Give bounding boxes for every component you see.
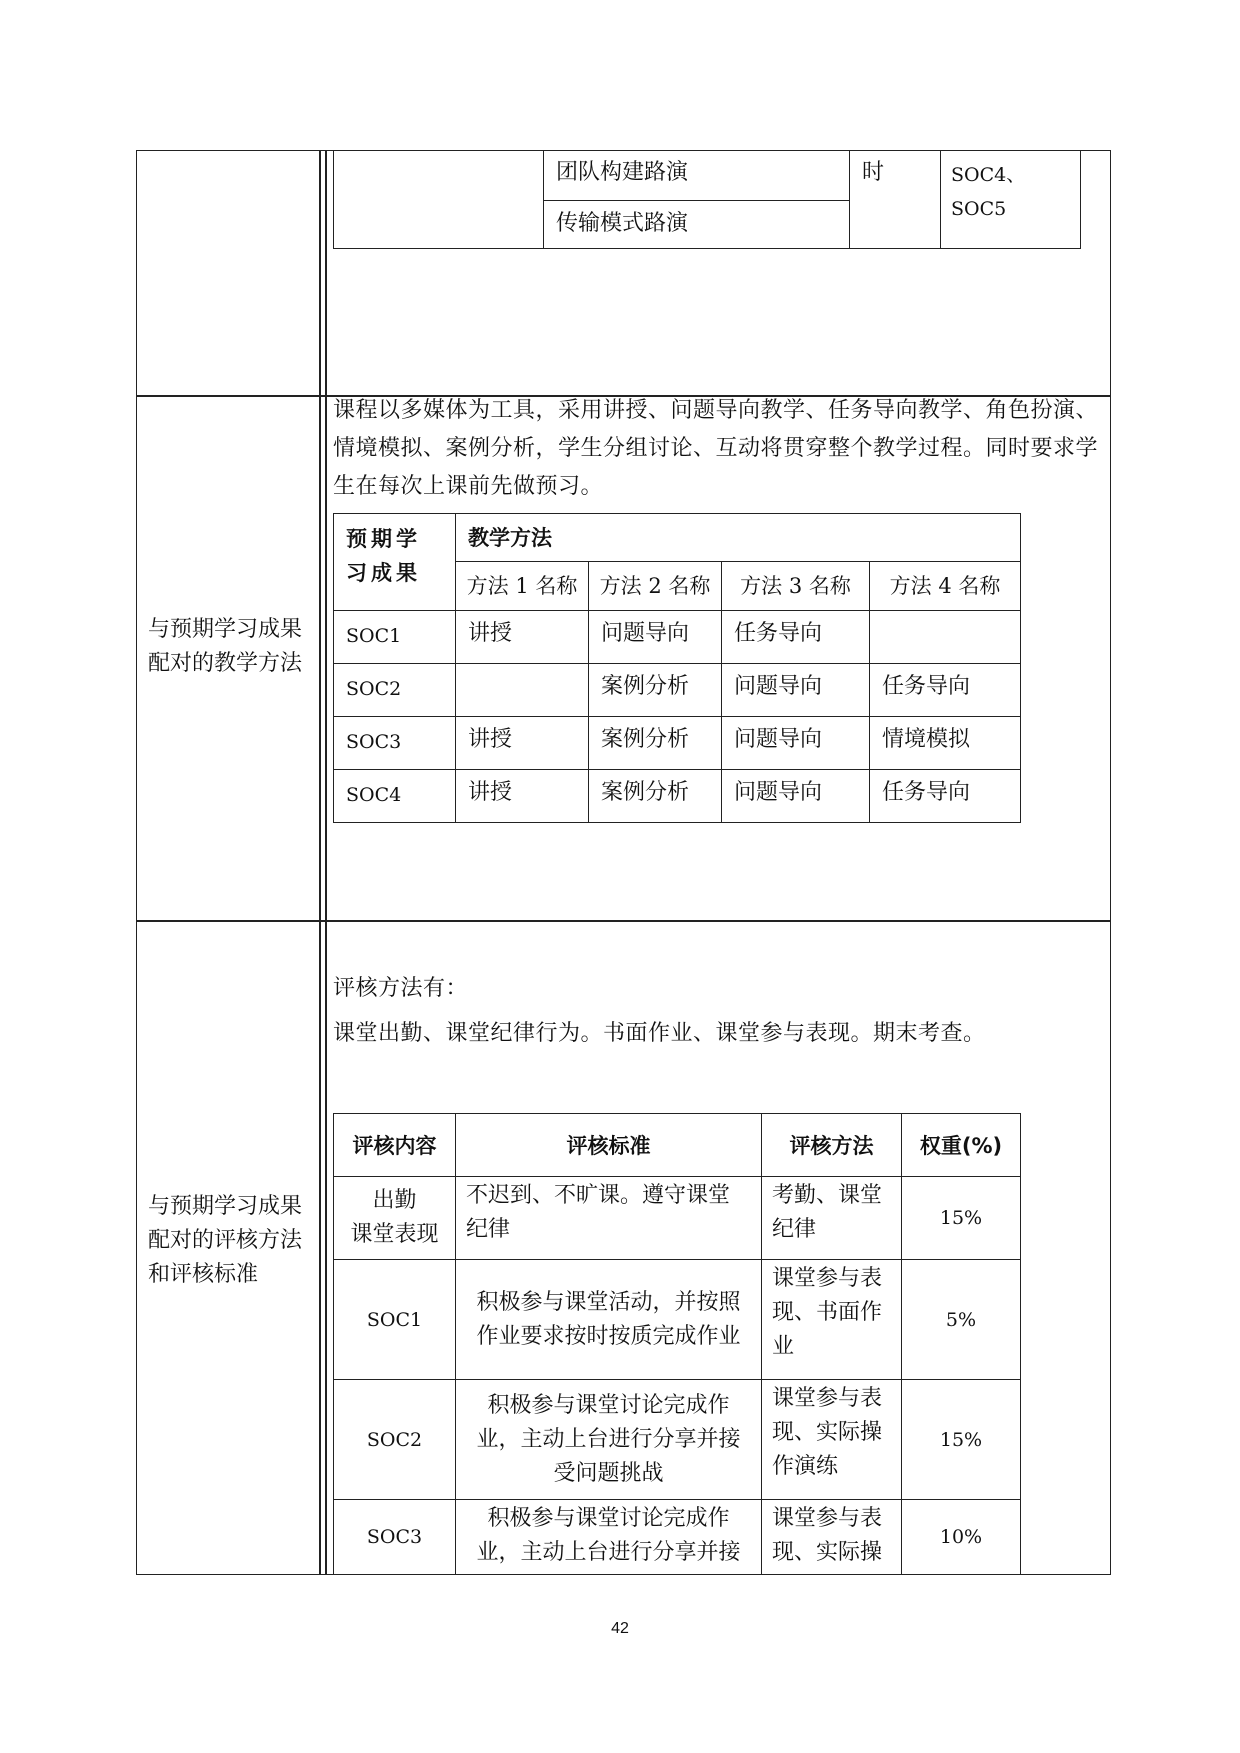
cell-text: 积极参与课堂讨论完成作业，主动上台进行分享并接 <box>476 1506 741 1565</box>
soc-text: SOC4、SOC5 <box>951 164 1026 220</box>
assessment-weight-cell <box>902 1380 1021 1500</box>
subheader-text: 方法 2 名称 <box>599 574 711 598</box>
methods-cell <box>456 770 589 823</box>
assessment-header-method <box>762 1114 902 1177</box>
top-table-activity-1 <box>544 150 850 200</box>
cell-text: 课堂参与表现、实际操作演练 <box>772 1386 883 1479</box>
assessment-content-cell <box>334 1380 456 1500</box>
methods-cell <box>722 664 870 717</box>
cell-text: 积极参与课堂讨论完成作业，主动上台进行分享并接受问题挑战 <box>476 1392 741 1486</box>
cell-text: SOC3 <box>346 731 402 753</box>
methods-cell <box>870 664 1021 717</box>
methods-subheader-1 <box>456 562 589 611</box>
header-text: 评核内容 <box>352 1134 437 1158</box>
assessment-content-cell <box>334 1260 456 1380</box>
assessment-header-weight <box>902 1114 1021 1177</box>
page-number: 42 <box>611 1620 629 1637</box>
cell-text: 任务导向 <box>734 621 823 646</box>
methods-subheader-3 <box>722 562 870 611</box>
cell-text: 讲授 <box>468 621 513 646</box>
assessment-weight-cell <box>902 1177 1021 1260</box>
assessment-header-standard <box>456 1114 762 1177</box>
cell-text: 5% <box>945 1308 977 1331</box>
cell-text: 不迟到、不旷课。遵守课堂纪律 <box>466 1183 731 1242</box>
cell-text: 问题导向 <box>734 727 823 752</box>
methods-cell <box>456 717 589 770</box>
assessment-content-cell <box>334 1500 456 1574</box>
methods-cell <box>589 611 722 664</box>
assessment-intro-line1: 评核方法有： <box>333 976 469 1001</box>
assessment-standard-cell <box>456 1260 762 1380</box>
column-divider-left <box>319 150 321 1575</box>
cell-text: 讲授 <box>468 727 513 752</box>
assessment-method-cell <box>762 1500 902 1574</box>
cell-text: 问题导向 <box>734 780 823 805</box>
assessment-method-cell <box>762 1260 902 1380</box>
cell-text: SOC1 <box>346 625 402 647</box>
methods-cell <box>722 717 870 770</box>
methods-cell <box>870 611 1021 664</box>
cell-text: 任务导向 <box>882 674 971 699</box>
methods-subheader-2 <box>589 562 722 611</box>
header-text: 权重(%) <box>919 1134 1003 1158</box>
cell-text: 课堂参与表现、实际操 <box>772 1506 883 1565</box>
methods-cell <box>456 664 589 717</box>
methods-cell <box>589 664 722 717</box>
cell-text: 讲授 <box>468 780 513 805</box>
subheader-text: 方法 1 名称 <box>466 574 578 598</box>
table-row <box>334 770 1021 823</box>
header-text: 教学方法 <box>468 526 552 550</box>
cell-text: 考勤、课堂纪律 <box>772 1183 883 1242</box>
table-row <box>334 1500 1021 1574</box>
methods-cell <box>722 611 870 664</box>
cell-text: SOC2 <box>346 678 402 700</box>
top-table-time-cell <box>850 150 941 248</box>
cell-text: 10% <box>939 1525 983 1548</box>
methods-table-header-soc <box>334 514 456 611</box>
cell-text: 问题导向 <box>734 674 823 699</box>
table-row <box>334 1380 1021 1500</box>
cell-text: 案例分析 <box>601 727 690 752</box>
subheader-text: 方法 4 名称 <box>889 574 1001 598</box>
cell-text: 任务导向 <box>882 780 971 805</box>
assessment-method-cell <box>762 1177 902 1260</box>
table-row <box>334 611 1021 664</box>
time-text: 时 <box>862 160 885 185</box>
methods-table <box>333 513 1021 823</box>
section-methods-label: 与预期学习成果配对的教学方法 <box>148 617 303 676</box>
cell-text: SOC3 <box>366 1525 423 1548</box>
methods-soc-cell <box>334 611 456 664</box>
cell-text: SOC4 <box>346 784 402 806</box>
assessment-intro-line2: 课堂出勤、课堂纪律行为。书面作业、课堂参与表现。期末考查。 <box>333 1021 986 1046</box>
methods-cell <box>870 770 1021 823</box>
header-text: 评核标准 <box>566 1134 651 1158</box>
methods-cell <box>722 770 870 823</box>
assessment-table <box>333 1113 1021 1574</box>
methods-soc-cell <box>334 717 456 770</box>
table-row <box>334 717 1021 770</box>
methods-subheader-4 <box>870 562 1021 611</box>
cell-text: 案例分析 <box>601 780 690 805</box>
section-assessment-label: 与预期学习成果配对的评核方法和评核标准 <box>148 1194 303 1287</box>
assessment-header-content <box>334 1114 456 1177</box>
methods-cell <box>870 717 1021 770</box>
cell-text: 情境模拟 <box>882 727 971 752</box>
top-table-empty-cell <box>334 150 544 248</box>
cell-text: 问题导向 <box>601 621 690 646</box>
assessment-content-cell <box>334 1177 456 1260</box>
top-table-activity-2 <box>544 200 850 248</box>
assessment-standard-cell <box>456 1380 762 1500</box>
cell-text: 15% <box>939 1207 983 1229</box>
table-row <box>334 1260 1021 1380</box>
row-divider-2 <box>136 920 1111 922</box>
methods-cell <box>456 611 589 664</box>
activity-text: 团队构建路演 <box>556 160 689 185</box>
cell-text: 15% <box>939 1428 983 1451</box>
section-methods-intro: 课程以多媒体为工具，采用讲授、问题导向教学、任务导向教学、角色扮演、情境模拟、案例分析，学生分组讨论、互动将贯穿整个教学过程。同时要求学生在每次上课前先做预习。 <box>333 398 1099 499</box>
top-table-soc-cell <box>941 150 1081 248</box>
methods-table-header-group <box>456 514 1021 562</box>
cell-text: 出勤 课堂表现 <box>350 1188 439 1247</box>
assessment-standard-cell <box>456 1500 762 1574</box>
cell-text: 课堂参与表现、书面作业 <box>772 1266 883 1359</box>
assessment-weight-cell <box>902 1260 1021 1380</box>
methods-cell <box>589 717 722 770</box>
top-activity-table <box>333 150 1081 249</box>
assessment-weight-cell <box>902 1500 1021 1574</box>
activity-text: 传输模式路演 <box>556 210 689 236</box>
assessment-method-cell <box>762 1380 902 1500</box>
methods-cell <box>589 770 722 823</box>
cell-text: SOC1 <box>366 1308 423 1331</box>
cell-text: SOC2 <box>366 1428 423 1451</box>
header-text: 评核方法 <box>789 1134 874 1158</box>
table-row <box>334 1177 1021 1260</box>
methods-soc-cell <box>334 664 456 717</box>
methods-soc-cell <box>334 770 456 823</box>
table-row <box>334 664 1021 717</box>
header-text: 预期学习成果 <box>346 527 421 585</box>
subheader-text: 方法 3 名称 <box>740 574 851 598</box>
assessment-standard-cell <box>456 1177 762 1260</box>
column-divider-right <box>325 150 327 1575</box>
cell-text: 案例分析 <box>601 674 690 699</box>
cell-text: 积极参与课堂活动，并按照作业要求按时按质完成作业 <box>476 1289 741 1349</box>
